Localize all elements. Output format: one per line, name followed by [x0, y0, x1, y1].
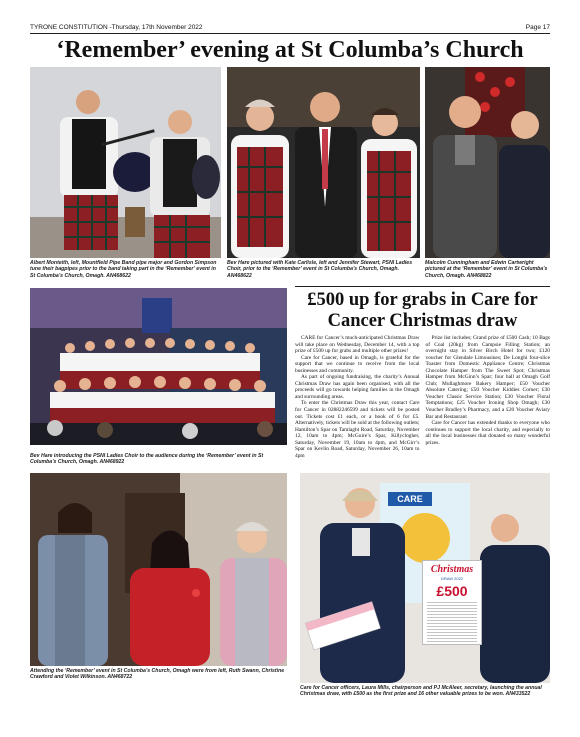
poster-subtitle: DRAW 2022	[440, 576, 464, 581]
article-paragraph: As part of ongoing fundraising, the charity’s Annual Christmas Draw has again been organised, with all the proceeds will go towards helping families in the Omagh and surrounding areas.	[295, 374, 420, 400]
poster-prize-list	[427, 602, 477, 642]
article-paragraph: Care for Cancer has extended thanks to everyone who continues to support the local charity, and especially to all the local businesses that donated so many wonderful prizes.	[425, 420, 550, 446]
photo-bev-hare-choir	[227, 67, 420, 258]
care-brand-sign	[388, 492, 432, 506]
article-paragraph: Care for Cancer, based in Omagh, is grateful for the support that we continue to receive from the local businesses and community.	[295, 354, 420, 374]
photo-psni-choir	[30, 288, 287, 445]
article-body	[295, 335, 550, 470]
article-rule	[295, 286, 550, 287]
page-number: Page 17	[525, 24, 550, 31]
caption-bev-hare-choir: Bev Hare pictured with Kate Carlisle, left and Jennifer Stewart, PSNI Ladies Choir, prior to the ‘Remember’ event in St Columba’s Church, Omagh. AN468622	[227, 260, 413, 279]
care-brand-text: CARE	[397, 494, 423, 504]
article-paragraph: To enter the Christmas Draw this year, contact Care for Cancer in 02882246599 and tickets will be posted out. Tickets cost £1 each, or a book of 6 for £5. Alternatively, tickets will be sold at the following outlets; Hamilton’s Spar on Tamlaght Road, Saturday, November 12, 10am to 4pm; McGuire’s Spar, Killyclogher, Saturday, November 19, 10am to 4pm, and McGirr’s Spar on Kevlin Road, Saturday, November 26, 10am to 4pm	[295, 400, 420, 459]
main-headline: ‘Remember’ evening at St Columba’s Church	[56, 37, 524, 63]
page-header	[30, 24, 550, 34]
header-date: TYRONE CONSTITUTION -Thursday, 17th November 2022	[30, 24, 203, 31]
caption-psni-choir: Bev Hare introducing the PSNI Ladies Choir to the audience during the ‘Remember’ event in St Columba’s Church, Omagh. AN468922	[30, 453, 264, 466]
article-paragraph: Prize list includes; Grand prize of £500 Cash; 10 Bags of Coal (20kg) from Campsie Filling Station; an overnight stay in Silver Birch Hotel for two; £120 voucher for Glendale Limousines; De Longhi four-slice Toaster from Domestic Appliance Centre; Christmas Chocolate Hamper from The Sweet Spot; Christmas Hamper from McGinn’s Spar; four ball at Omagh Golf Club; Mullaghmore Bakery Hamper; £50 Voucher Absolute Catering; £50 Voucher Kiddies Corner; £30 Voucher Classic Service Station; £30 Voucher Floral Temptations; £25 Voucher Ironing Shop Omagh; £30 Voucher Bradley’s Pharmacy, and a £20 Voucher Aviary Bar and Restaurant	[425, 335, 550, 420]
caption-care-for-cancer: Care for Cancer officers, Laura Mills, chairperson and PJ McAleer, secretary, launching the annual Christmas draw, with £500 as the first prize and 16 other valuable prizes to be won. AN433522	[300, 685, 542, 698]
caption-three-women: Attending the ‘Remember’ event in St Columba’s Church, Omagh were from left, Ruth Swann, Christine Crawford and Violet Wilkinson. AN468722	[30, 668, 285, 681]
article-paragraph: CARE for Cancer’s much-anticipated Christmas Draw will take place on Wednesday, December 14, with a top prize of £500 up for grabs and multiple other prizes!	[295, 335, 420, 355]
poster-title: Christmas	[430, 564, 474, 575]
caption-two-men: Malcolm Cunningham and Edwin Cartwright pictured at the ‘Remember’ event in St Columba’s Church, Omagh. AN468822	[425, 260, 548, 279]
photo-pipers	[30, 67, 221, 258]
poster-prize: £500	[436, 583, 468, 599]
article-headline: £500 up for grabs in Care for Cancer Christmas draw	[307, 290, 538, 331]
christmas-draw-poster	[422, 560, 482, 645]
caption-pipers: Albert Monteith, left, Mountfield Pipe Band pipe major and Gordon Simpson tune their bagpipes prior to the band taking part in the ‘Remember’ event in St Columba’s Church, Omagh. AN468622	[30, 260, 217, 279]
photo-three-women	[30, 473, 287, 666]
photo-two-men	[425, 67, 550, 258]
